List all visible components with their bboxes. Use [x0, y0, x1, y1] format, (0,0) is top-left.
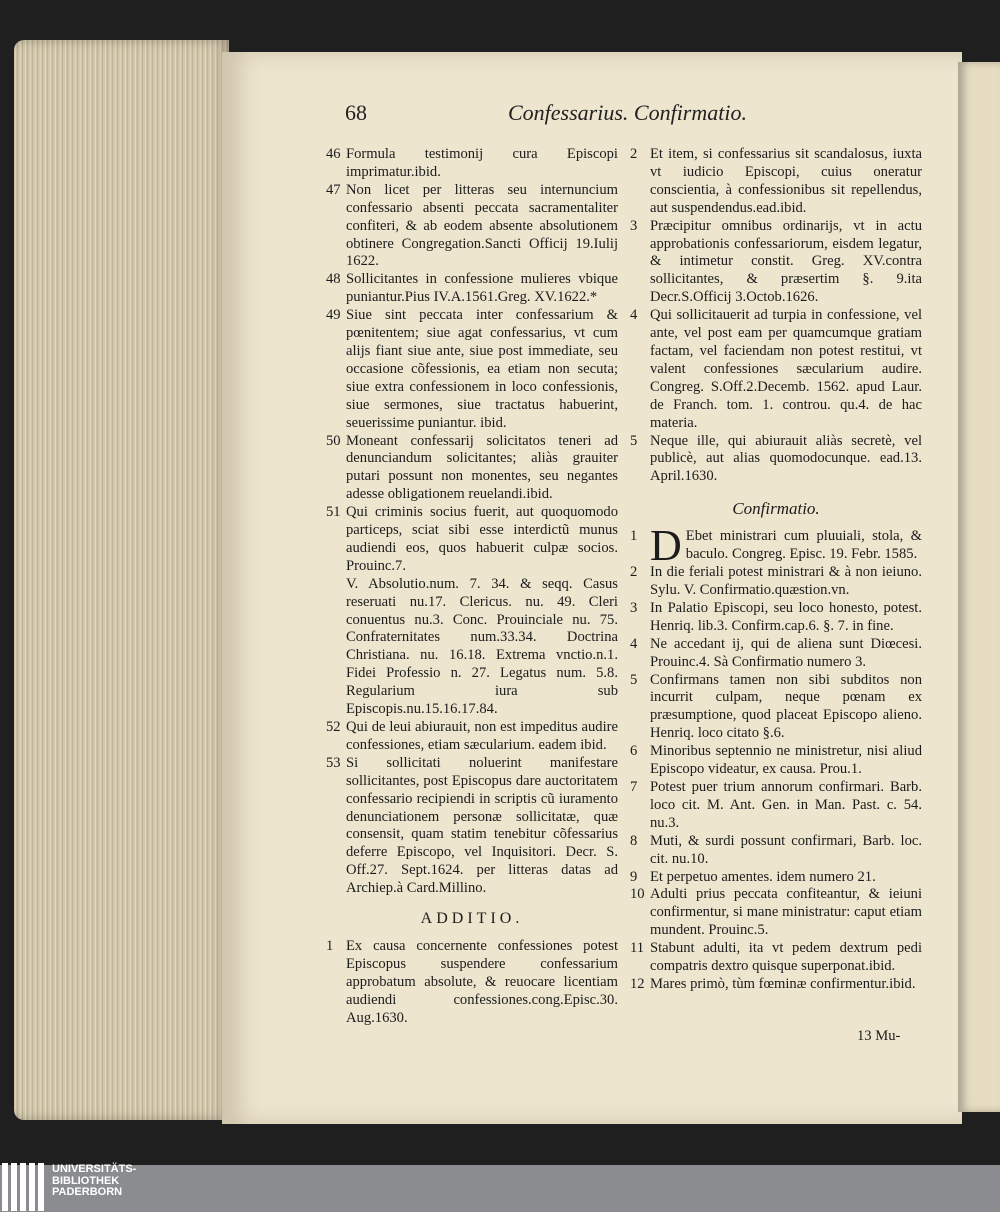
entry-text: V. Absolutio.num. 7. 34. & seqq. Casus reseruati nu.17. Clericus. nu. 49. Cleri conuentus nu.3. Conc. Prouinciale nu. 75. Confraternitates num.33.34. Doctrina Christiana. nu. 16.18. Extrema vnctio.n.1. Fidei Professio n. 27. Legatus num. 5.8. Regularium iura sub Episcopis.nu.15.16.17.84. [346, 575, 618, 718]
list-item [630, 976, 922, 994]
list-item [326, 433, 618, 505]
entry-number: 3 [630, 599, 638, 616]
entry-number: 4 [630, 635, 638, 652]
list-item [326, 146, 618, 182]
entry-text: Minoribus septennio ne ministretur, nisi aliud Episcopo videatur, ex causa. Prou.1. [650, 743, 922, 778]
entry-number: 50 [326, 432, 341, 449]
left-column [326, 146, 618, 1028]
running-title: Confessarius. Confirmatio. [508, 100, 747, 125]
list-item [326, 719, 618, 755]
entry-text: Ex causa concernente confessiones potest Episcopus suspendere confessarium approbatum absolute, & reuocare licentiam audiendi confessiones.cong.Episc.30. Aug.1630. [346, 937, 618, 1026]
list-item [326, 576, 618, 719]
entry-number: 3 [630, 217, 638, 234]
list-item [326, 938, 618, 1028]
page-block-edge [14, 40, 229, 1120]
facing-page-edge [958, 62, 1000, 1112]
drop-cap: D [650, 521, 682, 571]
entry-text: Qui de leui abiurauit, non est impeditus audire confessiones, etiam sæcularium. eadem ibid. [346, 719, 618, 753]
entry-text: Et item, si confessarius sit scandalosus, iuxta vt iudicio Episcopi, cuius oneratur conscientia, à confessionibus sit repellendus, aut suspendendus.ead.ibid. [650, 146, 922, 216]
list-item [630, 672, 922, 744]
list-item [630, 886, 922, 940]
entry-number: 12 [630, 975, 645, 992]
entry-text: Qui sollicitauerit ad turpia in confessione, vel ante, vel post eam per quamcumque gratiam factam, vel faciendam non potest restitui, vt valent confessiones sæcularium audire. Congreg. S.Off.2.Decemb. 1562. apud Laur. de Franch. tom. 1. controu. qu.4. de hac materia. [650, 307, 922, 431]
entry-text: Siue sint peccata inter confessarium & pœnitentem; siue agat confessarius, vt cum alijs fiant siue ante, siue post immediate, seu occasione cõfessionis, ea etiam non secuta; siue extra confessionem in loco confessionis, siue sermones, siue tractatus habuerint, seuerissime puniantur. ibid. [346, 307, 618, 431]
list-item [630, 940, 922, 976]
entry-number: 48 [326, 271, 341, 288]
entry-text: Stabunt adulti, ita vt pedem dextrum pedi compatris dextro quisque superponat.ibid. [650, 940, 922, 975]
list-item [630, 146, 922, 218]
confirmatio-first-entry [630, 521, 922, 571]
entry-number: 47 [326, 181, 341, 198]
entry-number: 52 [326, 719, 341, 735]
entry-number: 8 [630, 832, 638, 849]
library-logo-icon [2, 1163, 47, 1211]
entry-text: Formula testimonij cura Episcopi imprimatur.ibid. [346, 146, 618, 180]
list-item [326, 504, 618, 576]
entry-text: Si sollicitati noluerint manifestare sollicitantes, post Episcopus dare auctoritatem confessario recipiendi in scriptis cũ iuramento denunciationem personæ sollicitatæ, quæ consensit, quam statim tenebitur cõfessarius deferre Episcopo, vel Inquisitori. Decr. S. Off.27. Sept.1624. per litteras datas ad Archiep.à Card.Millino. [346, 754, 618, 897]
entry-number: 5 [630, 432, 638, 449]
confirmatio-entries [630, 564, 922, 994]
addito-heading: ADDITIO. [420, 910, 524, 928]
entry-number: 46 [326, 146, 341, 162]
catchword: 13 Mu- [857, 1028, 901, 1044]
entry-number: 49 [326, 307, 341, 324]
list-item [326, 755, 618, 898]
list-item [630, 743, 922, 779]
list-item [630, 833, 922, 869]
entry-text: Non licet per litteras seu internuncium confessario absenti peccata sacramentaliter confiteri, & ab eodem absente absolutionem obtinere Congregation.Sancti Officij 19.Iulij 1622. [346, 181, 618, 270]
entry-text: Adulti prius peccata confiteantur, & ieiuni confirmentur, si mane ministratur: caput etiam mundent. Prouinc.5. [650, 886, 922, 939]
list-item [326, 182, 618, 272]
list-item [630, 600, 922, 636]
entry-text: Et perpetuo amentes. idem numero 21. [650, 868, 876, 885]
list-item [630, 636, 922, 672]
library-name: UNIVERSITÄTS- BIBLIOTHEK PADERBORN [52, 1163, 137, 1198]
addito-entries [326, 938, 618, 1028]
entry-number [326, 576, 346, 719]
library-footer [0, 1165, 1000, 1212]
entry-text: Muti, & surdi possunt confirmari, Barb. loc. cit. nu.10. [650, 832, 922, 867]
entry-number: 10 [630, 886, 645, 903]
list-item [630, 869, 922, 887]
entry-text: Ne accedant ij, qui de aliena sunt Diœcesi. Prouinc.4. Sà Confirmatio numero 3. [650, 635, 922, 670]
list-item [630, 218, 922, 308]
entry-number: 2 [630, 146, 638, 162]
entry-text: Neque ille, qui abiurauit aliàs secretè, vel publicè, aut alias quomodocunque. ead.13. April.1630. [650, 432, 922, 485]
entry-text: In Palatio Episcopi, seu loco honesto, potest. Henriq. lib.3. Confirm.cap.6. §. 7. in fine. [650, 599, 922, 634]
entry-text: In die feriali potest ministrari & à non ieiuno. Sylu. V. Confirmatio.quæstion.vn. [650, 564, 922, 599]
entry-text: Moneant confessarij solicitatos teneri ad denunciandum solicitantes; aliàs grauiter putari possunt non monentes, seu negantes adesse obligationem reuelandi.ibid. [346, 432, 618, 503]
entry-text: Qui criminis socius fuerit, aut quoquomodo particeps, sciat sibi esse interdictũ munus audiendi eos, quos habuerit culpæ socios. Prouinc.7. [346, 504, 618, 574]
list-item [326, 307, 618, 432]
entry-text: Mares primò, tùm fœminæ confirmentur.ibid. [650, 975, 916, 992]
entry-number: 53 [326, 754, 341, 771]
page-number: 68 [345, 100, 367, 125]
list-item [630, 564, 922, 600]
list-item [630, 433, 922, 487]
right-entries [630, 146, 922, 486]
entry-text: Præcipitur omnibus ordinarijs, vt in actu approbationis confessariorum, eisdem legatur, & intimetur constit. Greg. XV.contra sollicitantes, & præsertim §. 9.ita Decr.S.Officij 3.Octob.1626. [650, 217, 922, 306]
entry-number: 9 [630, 868, 638, 885]
entry-number: 2 [630, 564, 638, 581]
entry-number: 6 [630, 743, 638, 760]
entry-text: Ebet ministrari cum pluuiali, stola, & baculo. Congreg. Episc. 19. Febr. 1585. [685, 528, 922, 563]
right-column [630, 146, 922, 994]
entry-number: 7 [630, 779, 638, 795]
entry-text: Potest puer trium annorum confirmari. Barb. loco cit. M. Ant. Gen. in Man. Past. c. 54. nu.3. [650, 779, 922, 831]
list-item [630, 779, 922, 833]
entry-number: 5 [630, 671, 638, 688]
entry-text: Sollicitantes in confessione mulieres vbique puniantur.Pius IV.A.1561.Greg. XV.1622.* [346, 271, 618, 306]
entry-number: 1 [630, 528, 638, 545]
left-entries [326, 146, 618, 898]
list-item [326, 271, 618, 307]
entry-number: 51 [326, 504, 341, 521]
entry-number: 4 [630, 307, 638, 324]
entry-number: 1 [326, 937, 334, 954]
entry-number: 11 [630, 940, 645, 957]
confirmatio-heading: Confirmatio. [732, 499, 820, 519]
entry-text: Confirmans tamen non sibi subditos non incurrit culpam, neque pœnam ex præsumptione, quod placeat Episcopo alieno. Henriq. loco citato §.6. [650, 671, 922, 742]
list-item [630, 307, 922, 432]
